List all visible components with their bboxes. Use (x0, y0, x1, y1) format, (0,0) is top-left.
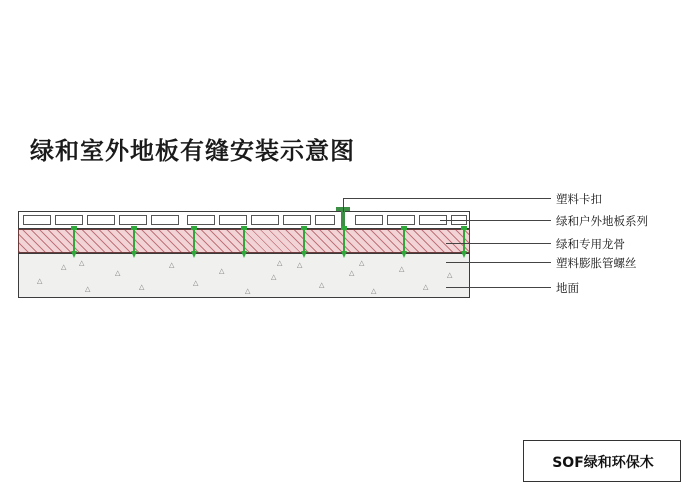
screw-tip (401, 251, 407, 258)
deck-board (219, 215, 247, 225)
deck-board (87, 215, 115, 225)
aggregate-speck: △ (359, 260, 365, 267)
aggregate-speck: △ (271, 274, 277, 281)
screw-tip (191, 251, 197, 258)
deck-board (355, 215, 383, 225)
screw-tip (461, 251, 467, 258)
aggregate-speck: △ (297, 262, 303, 269)
leader-line-ground (446, 287, 551, 288)
expansion-screw (343, 229, 345, 253)
leader-line-plastic-clip (343, 198, 551, 199)
ground-layer (18, 253, 470, 298)
expansion-screw (303, 229, 305, 253)
aggregate-speck: △ (37, 278, 43, 285)
expansion-screw (243, 229, 245, 253)
aggregate-speck: △ (447, 272, 453, 279)
deck-board (387, 215, 415, 225)
leader-line-joist (446, 243, 551, 244)
page-title: 绿和室外地板有缝安装示意图 (30, 137, 355, 165)
deck-board (23, 215, 51, 225)
aggregate-speck: △ (219, 268, 225, 275)
footer-brand-label: SOF绿和环保木 (552, 455, 654, 471)
label-joist: 绿和专用龙骨 (556, 237, 625, 251)
aggregate-speck: △ (61, 264, 67, 271)
label-ground: 地面 (556, 281, 579, 295)
aggregate-speck: △ (423, 284, 429, 291)
screw-tip (71, 251, 77, 258)
screw-tip (131, 251, 137, 258)
aggregate-speck: △ (319, 282, 325, 289)
screw-tip (301, 251, 307, 258)
expansion-screw (73, 229, 75, 253)
expansion-screw (133, 229, 135, 253)
deck-board (315, 215, 335, 225)
footer-brand-box (523, 440, 681, 482)
label-expansion-screw: 塑料膨胀管螺丝 (556, 256, 637, 270)
aggregate-speck: △ (399, 266, 405, 273)
deck-board (187, 215, 215, 225)
label-outdoor-floor: 绿和户外地板系列 (556, 214, 648, 228)
leader-line-expansion-screw (446, 262, 551, 263)
deck-board (55, 215, 83, 225)
deck-board (251, 215, 279, 225)
installation-diagram (18, 185, 488, 320)
aggregate-speck: △ (139, 284, 145, 291)
aggregate-speck: △ (193, 280, 199, 287)
aggregate-speck: △ (245, 288, 251, 295)
deck-board (283, 215, 311, 225)
expansion-screw (403, 229, 405, 253)
screw-tip (341, 251, 347, 258)
deck-board (119, 215, 147, 225)
leader-line-plastic-clip-vertical (343, 198, 344, 212)
aggregate-speck: △ (115, 270, 121, 277)
leader-line-outdoor-floor (440, 220, 551, 221)
aggregate-speck: △ (169, 262, 175, 269)
expansion-screw (193, 229, 195, 253)
deck-board (151, 215, 179, 225)
aggregate-speck: △ (277, 260, 283, 267)
aggregate-speck: △ (349, 270, 355, 277)
aggregate-speck: △ (371, 288, 377, 295)
aggregate-speck: △ (79, 260, 85, 267)
screw-tip (241, 251, 247, 258)
expansion-screw (463, 229, 465, 253)
label-plastic-clip: 塑料卡扣 (556, 192, 602, 206)
aggregate-speck: △ (85, 286, 91, 293)
